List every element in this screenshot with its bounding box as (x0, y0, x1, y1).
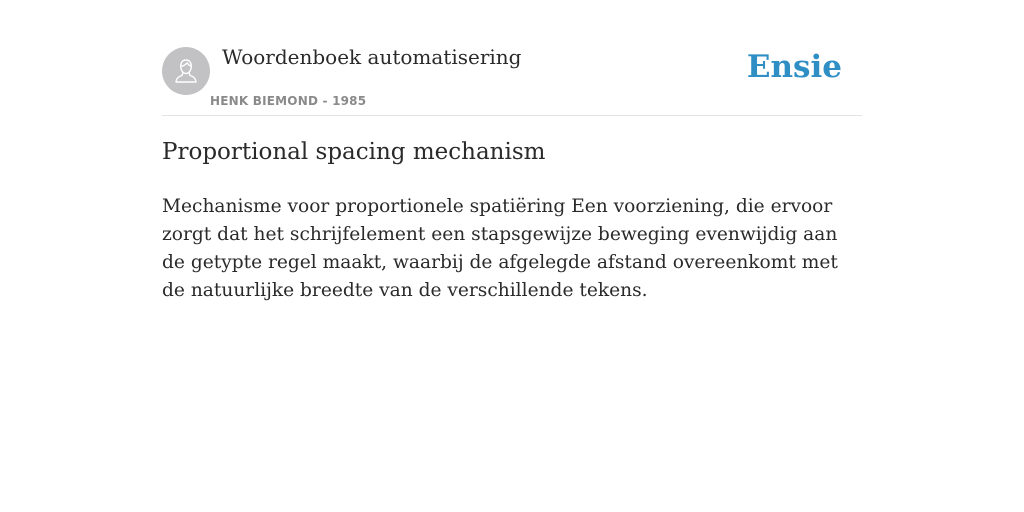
byline-separator: - (318, 94, 333, 108)
publication-year: 1985 (332, 94, 367, 108)
author-avatar[interactable] (162, 47, 210, 95)
ensie-logo[interactable]: Ensie (746, 49, 842, 85)
author-name[interactable]: HENK BIEMOND (210, 94, 319, 108)
page-header (162, 44, 862, 116)
user-silhouette-icon (171, 56, 201, 86)
author-byline (210, 94, 366, 108)
entry-body: Mechanisme voor proportionele spatiëring Een voorziening, die ervoor zorgt dat het schrijfelement een stapsgewijze beweging evenwijdig aan de getypte regel maakt, waarbij de afgelegde afstand overeenkomt met de natuurlijke breedte van de verschillende tekens. (162, 196, 838, 301)
entry-title: Proportional spacing mechanism (162, 139, 546, 165)
book-title[interactable]: Woordenboek automatisering (222, 45, 522, 69)
